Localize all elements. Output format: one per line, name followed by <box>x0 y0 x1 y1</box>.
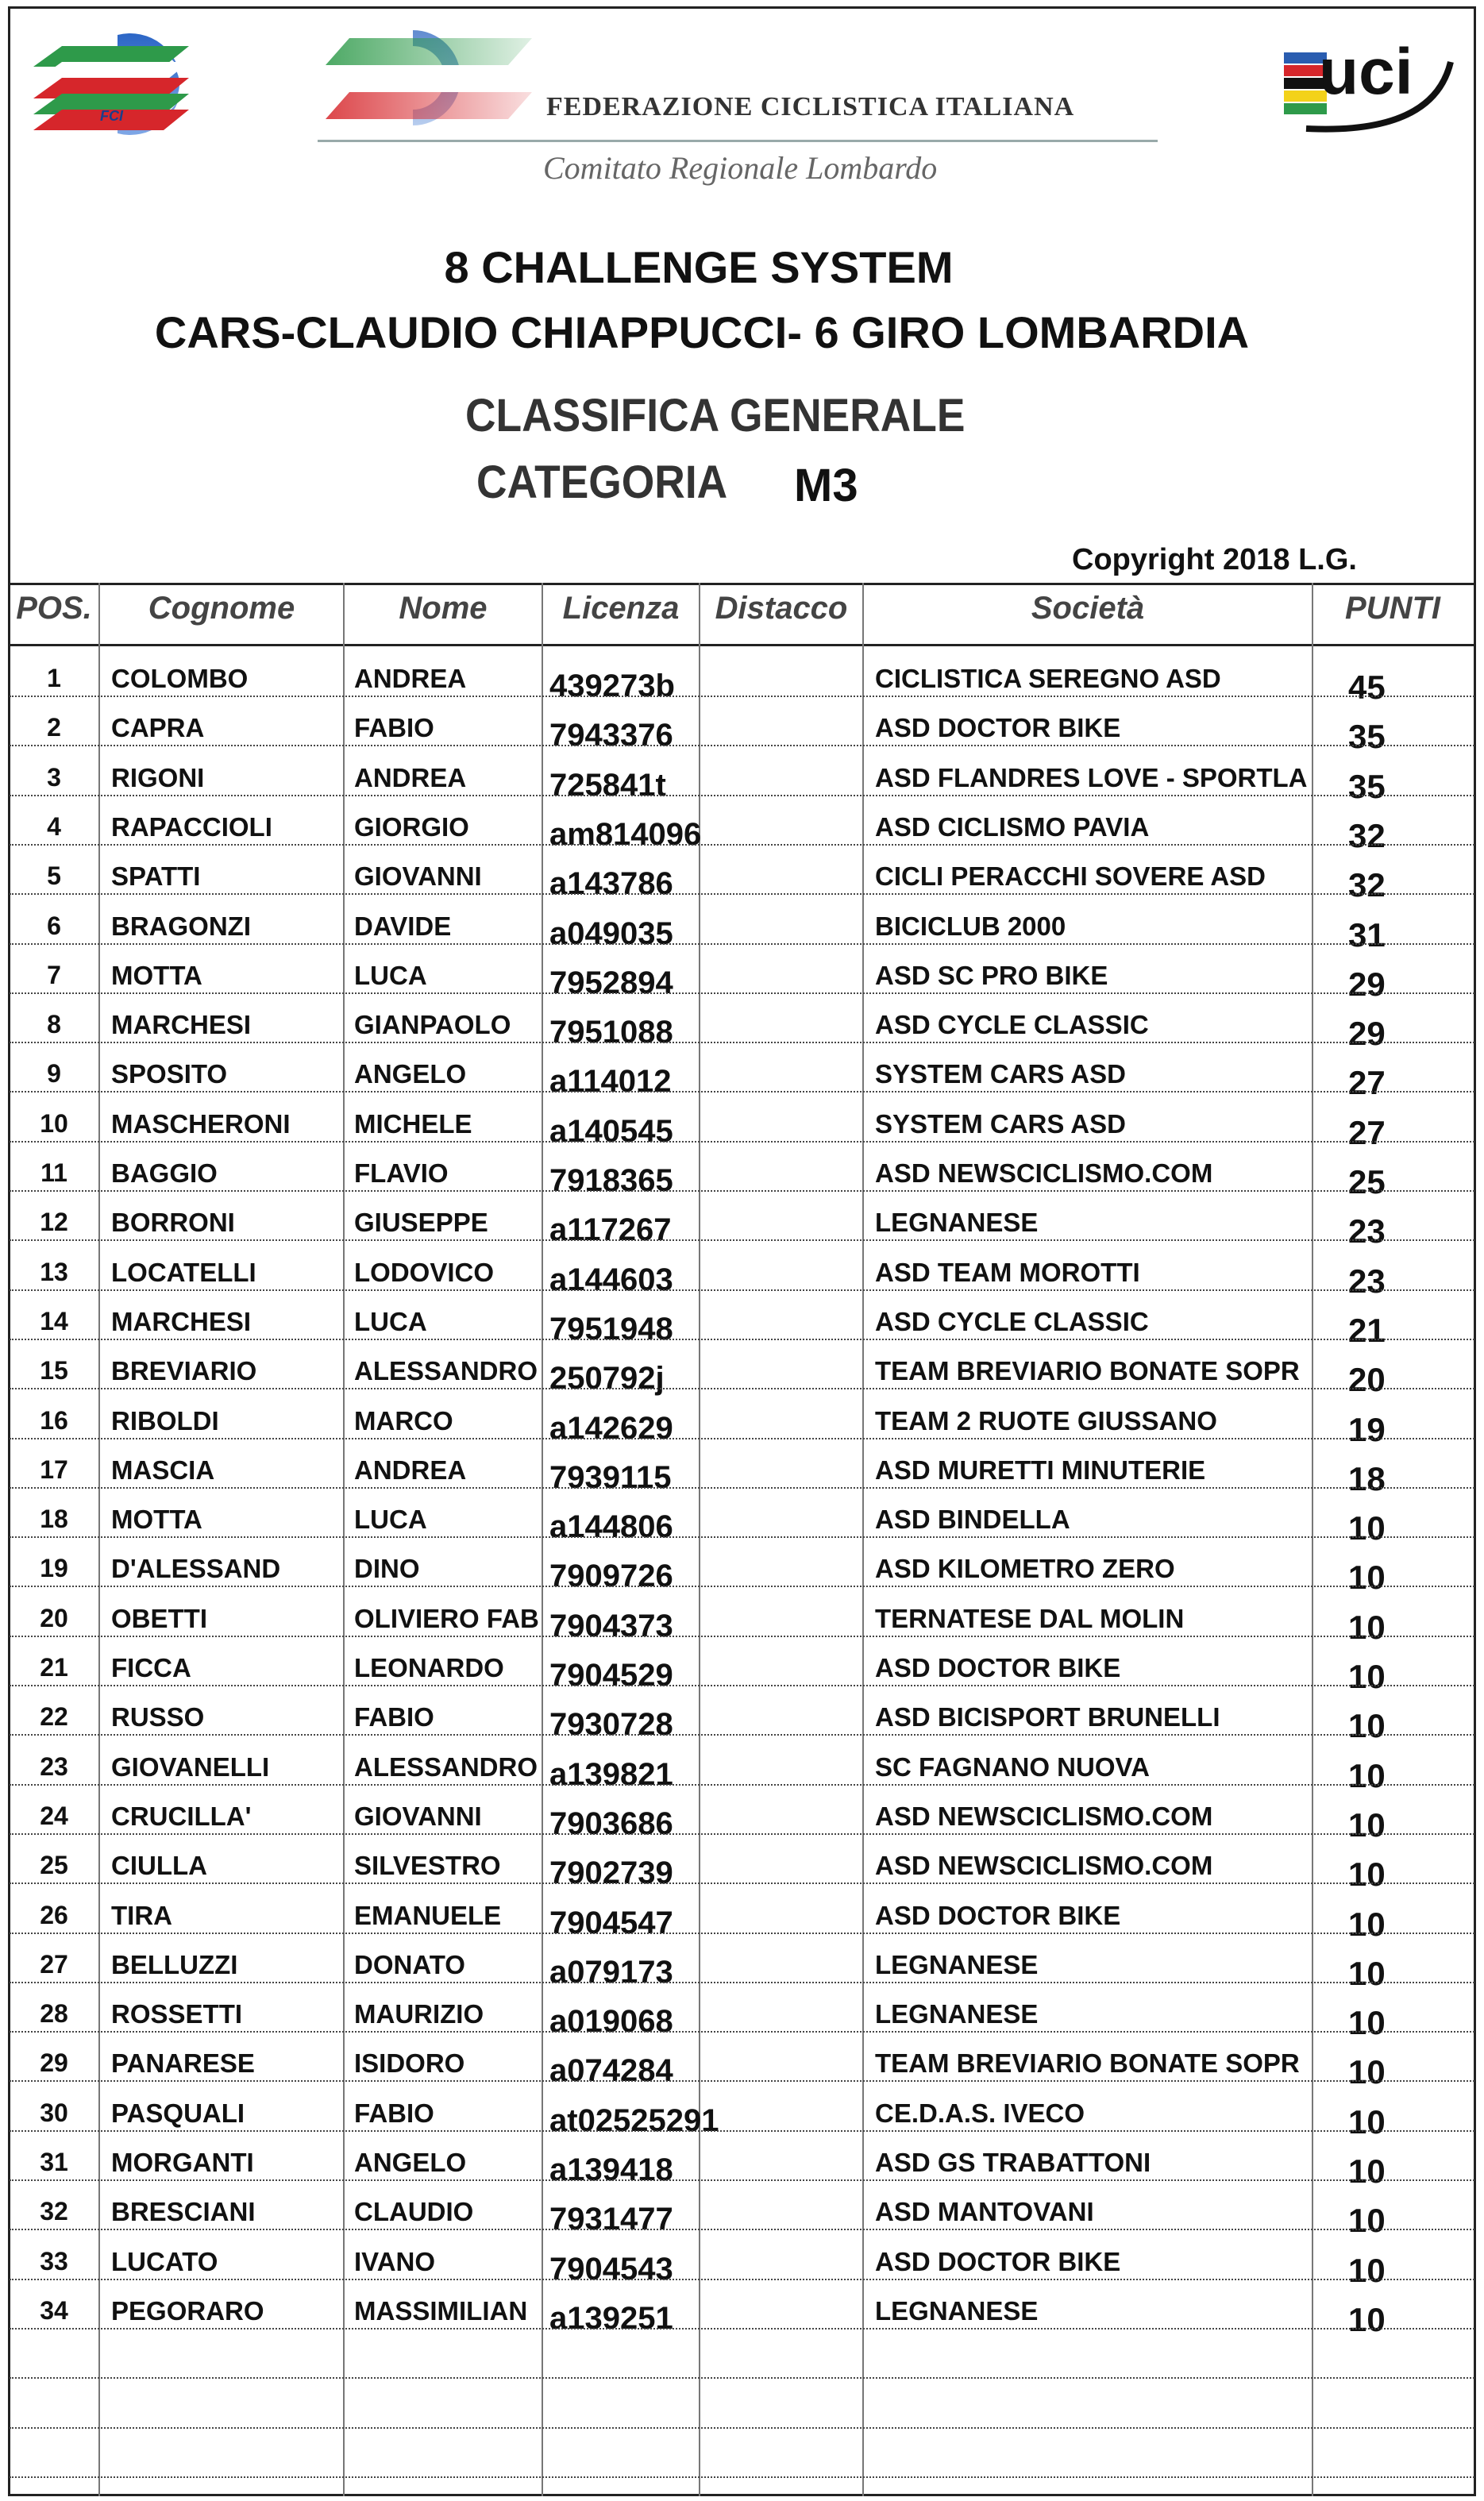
row-societa: ASD DOCTOR BIKE <box>875 1653 1121 1682</box>
row-cognome: MOTTA <box>111 1505 202 1535</box>
row-societa: TEAM 2 RUOTE GIUSSANO <box>875 1405 1217 1435</box>
row-pos: 13 <box>40 1257 68 1286</box>
row-societa: ASD DOCTOR BIKE <box>875 2246 1121 2276</box>
row-licenza: 7943376 <box>549 718 673 753</box>
row-punti: 10 <box>1348 1905 1386 1943</box>
federation-divider <box>318 140 1158 142</box>
row-nome: GIANPAOLO <box>354 1010 511 1040</box>
row-societa: SC FAGNANO NUOVA <box>875 1751 1150 1782</box>
frame-border-bottom <box>8 2494 1476 2496</box>
row-punti: 10 <box>1348 1559 1386 1597</box>
row-cognome: PASQUALI <box>111 2098 245 2128</box>
row-pos: 31 <box>40 2148 68 2176</box>
column-header-nome: Nome <box>399 591 488 626</box>
uci-logo <box>1274 30 1459 135</box>
table-row <box>10 1340 1474 1399</box>
federation-flag-graphic <box>318 24 1175 151</box>
row-nome: ANDREA <box>354 664 467 693</box>
row-licenza: 7952894 <box>549 965 673 1000</box>
row-punti: 10 <box>1348 2152 1386 2190</box>
row-societa: ASD BICISPORT BRUNELLI <box>875 1702 1220 1732</box>
row-societa: SYSTEM CARS ASD <box>875 1059 1126 1089</box>
row-nome: FABIO <box>354 1702 434 1732</box>
row-nome: MAURIZIO <box>354 1999 484 2029</box>
row-cognome: LOCATELLI <box>111 1257 256 1287</box>
category-label: CATEGORIA <box>476 457 728 508</box>
row-societa: ASD GS TRABATTONI <box>875 2148 1151 2177</box>
row-punti: 10 <box>1348 1608 1386 1646</box>
row-punti: 29 <box>1348 965 1386 1003</box>
row-cognome: RAPACCIOLI <box>111 811 272 842</box>
row-cognome: BELLUZZI <box>111 1949 238 1979</box>
table-row <box>10 1439 1474 1497</box>
row-licenza: 7951088 <box>549 1015 673 1050</box>
fci-logo <box>30 32 210 137</box>
row-pos: 11 <box>40 1158 67 1187</box>
row-societa: TEAM BREVIARIO BONATE SOPR <box>875 1356 1300 1386</box>
row-pos: 18 <box>40 1505 68 1534</box>
table-row <box>10 747 1474 805</box>
row-licenza: 7903686 <box>549 1805 673 1841</box>
row-punti: 10 <box>1348 2102 1386 2141</box>
row-punti: 35 <box>1348 718 1386 756</box>
table-row <box>10 1242 1474 1300</box>
row-nome: LUCA <box>354 960 427 990</box>
row-nome: ANDREA <box>354 762 467 792</box>
row-licenza: a140545 <box>549 1113 673 1149</box>
row-societa: ASD NEWSCICLISMO.COM <box>875 1158 1213 1188</box>
table-row <box>10 2083 1474 2141</box>
row-cognome: ROSSETTI <box>111 1999 243 2029</box>
table-header-rule <box>8 644 1476 646</box>
row-societa: ASD CYCLE CLASSIC <box>875 1306 1149 1336</box>
row-societa: LEGNANESE <box>875 1208 1039 1238</box>
row-nome: FABIO <box>354 713 434 743</box>
row-pos: 30 <box>40 2098 68 2127</box>
row-nome: MASSIMILIAN <box>354 2295 528 2326</box>
table-row <box>10 994 1474 1053</box>
row-societa: ASD NEWSCICLISMO.COM <box>875 1801 1213 1831</box>
row-nome: LODOVICO <box>354 1257 495 1287</box>
row-nome: OLIVIERO FAB <box>354 1603 539 1633</box>
table-row <box>10 1885 1474 1943</box>
row-pos: 24 <box>40 1801 68 1830</box>
row-nome: FLAVIO <box>354 1158 449 1188</box>
row-societa: ASD DOCTOR BIKE <box>875 1900 1121 1930</box>
row-licenza: 725841t <box>549 767 666 803</box>
row-pos: 1 <box>47 664 61 692</box>
table-row <box>10 2280 1474 2338</box>
row-societa: LEGNANESE <box>875 1999 1039 2029</box>
row-societa: ASD CICLISMO PAVIA <box>875 811 1150 842</box>
row-licenza: a139251 <box>549 2300 673 2336</box>
row-licenza: a143786 <box>549 866 673 902</box>
row-punti: 10 <box>1348 2251 1386 2289</box>
row-cognome: MARCHESI <box>111 1010 252 1040</box>
row-licenza: 7904547 <box>549 1905 673 1940</box>
row-licenza: a114012 <box>549 1064 672 1100</box>
row-cognome: SPOSITO <box>111 1059 228 1089</box>
table-row <box>10 1538 1474 1597</box>
row-nome: EMANUELE <box>354 1900 502 1930</box>
row-punti: 27 <box>1348 1113 1386 1151</box>
row-cognome: BRESCIANI <box>111 2197 256 2227</box>
row-pos: 32 <box>40 2197 68 2226</box>
table-row <box>10 648 1474 706</box>
column-header-pos: POS. <box>16 591 92 626</box>
row-punti: 31 <box>1348 915 1386 954</box>
table-row <box>10 1686 1474 1745</box>
row-cognome: MORGANTI <box>111 2148 254 2177</box>
row-societa: ASD MANTOVANI <box>875 2197 1094 2227</box>
row-cognome: CIULLA <box>111 1851 207 1881</box>
row-licenza: at02525291 <box>549 2102 719 2138</box>
row-nome: LUCA <box>354 1306 427 1336</box>
row-nome: ANDREA <box>354 1455 467 1485</box>
row-cognome: BRAGONZI <box>111 911 251 941</box>
row-licenza: 7930728 <box>549 1707 673 1743</box>
row-cognome: PEGORARO <box>111 2295 264 2326</box>
column-header-cognome: Cognome <box>148 591 295 626</box>
row-pos: 19 <box>40 1554 68 1583</box>
row-nome: LEONARDO <box>354 1653 504 1682</box>
row-licenza: a117267 <box>549 1212 672 1248</box>
row-licenza: 7902739 <box>549 1856 673 1891</box>
table-row <box>10 1588 1474 1646</box>
row-pos: 20 <box>40 1603 68 1632</box>
row-licenza: 7904529 <box>549 1658 673 1693</box>
row-nome: IVANO <box>354 2246 436 2276</box>
classification-title: CLASSIFICA GENERALE <box>465 390 966 441</box>
row-nome: ALESSANDRO <box>354 1751 538 1782</box>
row-pos: 3 <box>47 762 61 792</box>
row-societa: ASD MURETTI MINUTERIE <box>875 1455 1206 1485</box>
row-punti: 10 <box>1348 1658 1386 1695</box>
row-societa: ASD NEWSCICLISMO.COM <box>875 1851 1213 1881</box>
row-pos: 33 <box>40 2246 68 2276</box>
row-nome: ISIDORO <box>354 2048 465 2079</box>
row-punti: 21 <box>1348 1311 1386 1349</box>
row-nome: MICHELE <box>354 1108 472 1139</box>
row-licenza: 7939115 <box>549 1459 672 1495</box>
table-row <box>10 1390 1474 1448</box>
row-licenza: a142629 <box>549 1410 673 1446</box>
row-pos: 25 <box>40 1851 68 1880</box>
row-punti: 10 <box>1348 2202 1386 2240</box>
table-row <box>10 1489 1474 1547</box>
row-cognome: SPATTI <box>111 861 201 892</box>
table-top-rule <box>8 583 1476 585</box>
row-societa: LEGNANESE <box>875 1949 1039 1979</box>
row-punti: 10 <box>1348 1805 1386 1844</box>
row-licenza: 7909726 <box>549 1559 673 1594</box>
table-row <box>10 2181 1474 2240</box>
table-row <box>10 1983 1474 2042</box>
event-subtitle: CARS-CLAUDIO CHIAPPUCCI- 6 GIRO LOMBARDIA <box>154 307 1250 357</box>
row-cognome: RIGONI <box>111 762 205 792</box>
row-pos: 34 <box>40 2295 68 2325</box>
row-punti: 32 <box>1348 866 1386 904</box>
event-title: 8 CHALLENGE SYSTEM <box>444 242 954 292</box>
row-punti: 29 <box>1348 1015 1386 1053</box>
table-row <box>10 1291 1474 1349</box>
row-cognome: CAPRA <box>111 713 205 743</box>
row-licenza: 7951948 <box>549 1311 673 1347</box>
fci-logo-text: FCI <box>100 108 123 124</box>
row-pos: 27 <box>40 1949 68 1979</box>
row-cognome: RIBOLDI <box>111 1405 219 1435</box>
row-punti: 35 <box>1348 767 1386 805</box>
row-pos: 26 <box>40 1900 68 1929</box>
category-value: M3 <box>794 460 858 511</box>
row-licenza: a049035 <box>549 915 673 951</box>
row-pos: 2 <box>47 713 61 742</box>
row-licenza: a139418 <box>549 2152 673 2187</box>
row-cognome: BAGGIO <box>111 1158 218 1188</box>
row-pos: 29 <box>40 2048 68 2078</box>
row-cognome: RUSSO <box>111 1702 205 1732</box>
row-cognome: OBETTI <box>111 1603 207 1633</box>
row-cognome: CRUCILLA' <box>111 1801 252 1831</box>
row-nome: GIUSEPPE <box>354 1208 488 1238</box>
row-societa: CICLI PERACCHI SOVERE ASD <box>875 861 1266 892</box>
row-cognome: MOTTA <box>111 960 202 990</box>
table-row <box>10 1043 1474 1102</box>
row-nome: CLAUDIO <box>354 2197 474 2227</box>
uci-logo-text: uci <box>1319 36 1413 108</box>
row-pos: 17 <box>40 1455 68 1484</box>
row-cognome: TIRA <box>111 1900 172 1930</box>
row-dotted-rule <box>10 2476 1474 2478</box>
table-row <box>10 1143 1474 1200</box>
row-punti: 23 <box>1348 1212 1386 1250</box>
row-pos: 12 <box>40 1208 68 1237</box>
row-licenza: 7918365 <box>549 1163 673 1198</box>
row-punti: 27 <box>1348 1064 1386 1102</box>
row-cognome: LUCATO <box>111 2246 218 2276</box>
row-punti: 32 <box>1348 816 1386 854</box>
row-cognome: D'ALESSAND <box>111 1554 281 1584</box>
row-punti: 10 <box>1348 1756 1386 1794</box>
row-licenza: a144603 <box>549 1262 673 1297</box>
table-row <box>10 2033 1474 2091</box>
row-pos: 16 <box>40 1405 68 1435</box>
row-punti: 10 <box>1348 1954 1386 1992</box>
table-row <box>10 796 1474 854</box>
row-societa: ASD SC PRO BIKE <box>875 960 1108 990</box>
row-licenza: 7904543 <box>549 2251 673 2287</box>
table-row <box>10 1934 1474 1992</box>
row-pos: 28 <box>40 1999 68 2029</box>
row-nome: GIOVANNI <box>354 1801 482 1831</box>
row-societa: CICLISTICA SEREGNO ASD <box>875 664 1221 693</box>
row-pos: 14 <box>40 1306 68 1335</box>
table-row <box>10 1736 1474 1794</box>
row-pos: 9 <box>47 1059 61 1089</box>
row-nome: ANGELO <box>354 1059 467 1089</box>
table-row <box>10 1192 1474 1250</box>
row-pos: 22 <box>40 1702 68 1732</box>
row-punti: 25 <box>1348 1163 1386 1200</box>
row-nome: FABIO <box>354 2098 434 2128</box>
row-licenza: a019068 <box>549 2004 673 2040</box>
row-nome: GIOVANNI <box>354 861 482 892</box>
table-row <box>10 2380 1474 2429</box>
table-row <box>10 697 1474 756</box>
row-societa: ASD FLANDRES LOVE - SPORTLA <box>875 762 1308 792</box>
row-punti: 20 <box>1348 1361 1386 1399</box>
frame-border-top <box>8 6 1476 9</box>
row-nome: ALESSANDRO <box>354 1356 538 1386</box>
row-nome: GIORGIO <box>354 811 469 842</box>
table-row <box>10 896 1474 954</box>
table-row <box>10 1093 1474 1151</box>
table-row <box>10 2231 1474 2289</box>
row-societa: LEGNANESE <box>875 2295 1039 2326</box>
row-societa: ASD CYCLE CLASSIC <box>875 1010 1149 1040</box>
row-pos: 7 <box>47 960 61 989</box>
column-header-licenza: Licenza <box>562 591 680 626</box>
table-row <box>10 846 1474 904</box>
row-pos: 21 <box>40 1653 68 1682</box>
row-cognome: BREVIARIO <box>111 1356 257 1386</box>
row-punti: 10 <box>1348 2300 1386 2338</box>
table-row <box>10 1835 1474 1894</box>
table-row <box>10 2132 1474 2190</box>
row-licenza: 250792j <box>549 1361 665 1397</box>
row-licenza: a139821 <box>549 1756 673 1792</box>
row-punti: 10 <box>1348 1509 1386 1547</box>
row-societa: ASD KILOMETRO ZERO <box>875 1554 1175 1584</box>
row-licenza: 439273b <box>549 669 675 703</box>
row-punti: 23 <box>1348 1262 1386 1300</box>
row-societa: CE.D.A.S. IVECO <box>875 2098 1085 2128</box>
row-societa: ASD TEAM MOROTTI <box>875 1257 1140 1287</box>
row-societa: TERNATESE DAL MOLIN <box>875 1603 1185 1633</box>
row-punti: 10 <box>1348 2004 1386 2042</box>
row-nome: ANGELO <box>354 2148 467 2177</box>
row-nome: MARCO <box>354 1405 453 1435</box>
table-row <box>10 2429 1474 2478</box>
row-punti: 19 <box>1348 1410 1386 1448</box>
row-licenza: a074284 <box>549 2053 673 2089</box>
row-cognome: COLOMBO <box>111 664 249 693</box>
row-pos: 6 <box>47 911 61 940</box>
table-row <box>10 1786 1474 1844</box>
row-nome: DONATO <box>354 1949 465 1979</box>
column-header-punti: PUNTI <box>1345 591 1440 626</box>
row-cognome: BORRONI <box>111 1208 235 1238</box>
row-pos: 15 <box>40 1356 68 1385</box>
row-punti: 10 <box>1348 1707 1386 1745</box>
row-punti: 10 <box>1348 2053 1386 2091</box>
row-cognome: GIOVANELLI <box>111 1751 270 1782</box>
copyright-note: Copyright 2018 L.G. <box>1072 543 1357 576</box>
row-societa: TEAM BREVIARIO BONATE SOPR <box>875 2048 1300 2079</box>
row-pos: 5 <box>47 861 61 891</box>
row-licenza: a144806 <box>549 1509 673 1545</box>
row-societa: BICICLUB 2000 <box>875 911 1066 941</box>
row-punti: 10 <box>1348 1856 1386 1894</box>
federation-subtitle: Comitato Regionale Lombardo <box>543 150 938 186</box>
row-nome: SILVESTRO <box>354 1851 501 1881</box>
row-pos: 4 <box>47 811 61 841</box>
row-pos: 23 <box>40 1751 68 1781</box>
row-pos: 10 <box>40 1108 68 1138</box>
row-punti: 45 <box>1348 669 1386 706</box>
row-cognome: MARCHESI <box>111 1306 252 1336</box>
federation-name: FEDERAZIONE CICLISTICA ITALIANA <box>546 92 1075 121</box>
row-licenza: 7904373 <box>549 1608 673 1644</box>
row-cognome: MASCHERONI <box>111 1108 291 1139</box>
table-row <box>10 1637 1474 1695</box>
row-cognome: FICCA <box>111 1653 191 1682</box>
row-licenza: a079173 <box>549 1954 673 1990</box>
row-nome: DAVIDE <box>354 911 452 941</box>
row-societa: SYSTEM CARS ASD <box>875 1108 1126 1139</box>
row-cognome: MASCIA <box>111 1455 215 1485</box>
row-licenza: 7931477 <box>549 2202 673 2237</box>
row-nome: DINO <box>354 1554 420 1584</box>
row-nome: LUCA <box>354 1505 427 1535</box>
column-header-societa: Società <box>1031 591 1145 626</box>
row-societa: ASD DOCTOR BIKE <box>875 713 1121 743</box>
row-societa: ASD BINDELLA <box>875 1505 1070 1535</box>
row-punti: 18 <box>1348 1459 1386 1497</box>
table-row <box>10 945 1474 1003</box>
row-pos: 8 <box>47 1010 61 1039</box>
table-row <box>10 2330 1474 2379</box>
row-cognome: PANARESE <box>111 2048 255 2079</box>
column-header-distacco: Distacco <box>715 591 848 626</box>
row-licenza: am814096 <box>549 816 702 852</box>
